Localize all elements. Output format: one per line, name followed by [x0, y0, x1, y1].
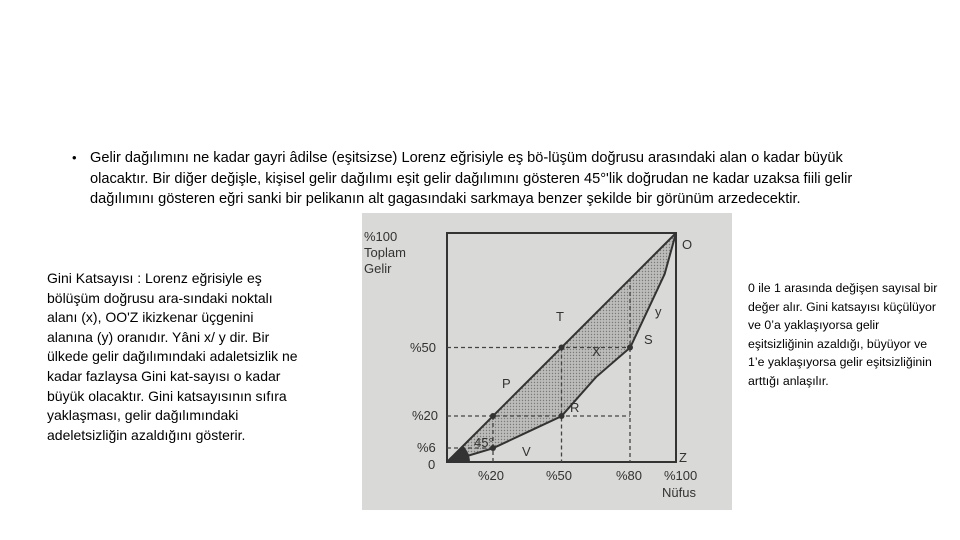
- point-o: O: [682, 237, 693, 252]
- y-tick-20: %20: [412, 408, 439, 423]
- x-tick-80: %80: [616, 468, 643, 483]
- y-axis-title-2: Toplam: [364, 245, 406, 260]
- x-tick-20: %20: [478, 468, 505, 483]
- x-tick-50: %50: [546, 468, 573, 483]
- y-tick-0: 0: [428, 457, 436, 472]
- point-s: S: [644, 332, 653, 347]
- y-tick-50: %50: [410, 340, 437, 355]
- x-axis-title: Nüfus: [662, 485, 696, 500]
- lorenz-curve-figure: [362, 213, 732, 510]
- point-v: V: [522, 444, 531, 459]
- point-t: T: [556, 309, 564, 324]
- y-axis-title-1: %100: [364, 229, 398, 244]
- angle-label: 45°: [474, 435, 494, 450]
- point-z: Z: [679, 450, 687, 465]
- area-label-x: X: [592, 344, 601, 359]
- x-tick-100: %100: [664, 468, 698, 483]
- point-r: R: [570, 400, 580, 415]
- area-label-y: y: [655, 304, 662, 319]
- gini-definition-text: Gini Katsayısı : Lorenz eğrisiyle eş bölüşüm doğrusu ara-sındaki noktalı alanı (x), OO'Z ikizkenar üçgenini alanına (y) oranıdır. Yâni x/ y dir. Bir ülkede gelir dağılımındaki adaletsizlik ne kadar fazlaysa Gini kat-sayısı o kadar büyük olacaktır. Gini katsayısının sıfıra yaklaşması, gelir dağılımındaki adeletsizliğin azaldığını gösterir.: [47, 270, 298, 443]
- bullet-text: Gelir dağılımını ne kadar gayri âdilse (eşitsizse) Lorenz eğrisiyle eş bö-lüşüm doğrusu arasındaki alan o kadar büyük olacaktır. Bir diğer değişle, kişisel gelir dağılımı eşit gelir dağılımını gösteren 45°'lik doğrudan ne kadar uzaksa fiili gelir dağılımını gösteren eğri sanki bir pelikanın alt gagasındaki sarkmaya benzer şekilde bir görünüm arzedecektir.: [90, 150, 853, 207]
- y-tick-6: %6: [417, 440, 436, 455]
- gini-range-text: 0 ile 1 arasında değişen sayısal bir değer alır. Gini katsayısı küçülüyor ve 0’a yaklaşıyorsa gelir eşitsizliğinin azaldığı, büyüyor ve 1’e yaklaşıyorsa gelir eşitsizliğinin arttığı anlaşılır.: [748, 281, 938, 388]
- y-axis-title-3: Gelir: [364, 261, 392, 276]
- bullet-paragraph: [72, 148, 902, 210]
- point-p: P: [502, 376, 511, 391]
- bullet-symbol: •: [72, 150, 77, 165]
